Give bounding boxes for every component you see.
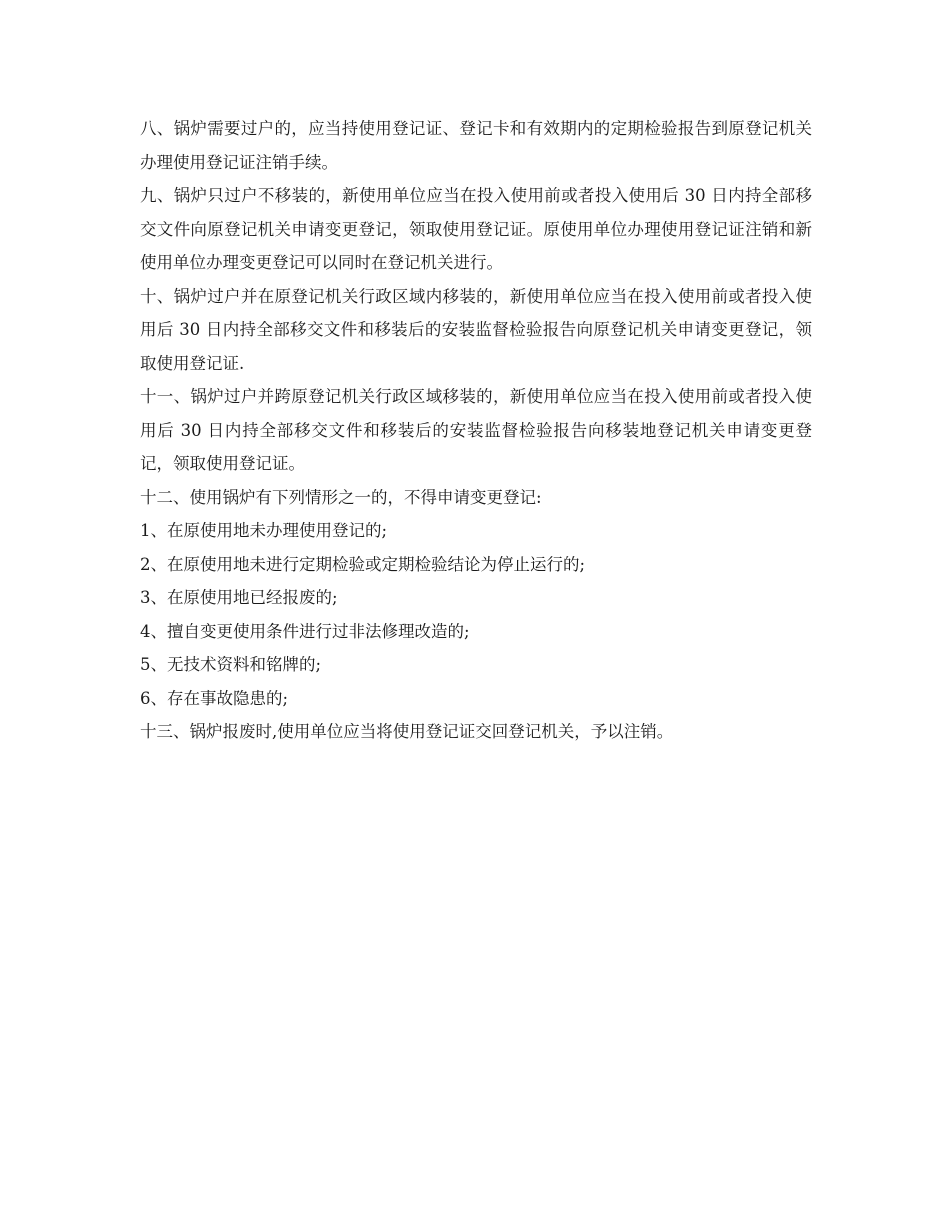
paragraph-8: 八、锅炉需要过户的，应当持使用登记证、登记卡和有效期内的定期检验报告到原登记机关办理使用登记证注销手续。 (140, 119, 812, 172)
paragraph-13: 十三、锅炉报废时,使用单位应当将使用登记证交回登记机关，予以注销。 (140, 722, 674, 741)
list-item-2: 2、在原使用地未进行定期检验或定期检验结论为停止运行的; (140, 554, 586, 574)
paragraph-9: 九、锅炉只过户不移装的，新使用单位应当在投入使用前或者投入使用后 30 日内持全部移交文件向原登记机关申请变更登记，领取使用登记证。原使用单位办理使用登记证注销和新使用单位办理变更登记可以同时在登记机关进行。 (140, 186, 812, 272)
paragraph-10: 十、锅炉过户并在原登记机关行政区域内移装的，新使用单位应当在投入使用前或者投入使用后 30 日内持全部移交文件和移装后的安装监督检验报告向原登记机关申请变更登记，领取使用登记证. (140, 286, 812, 373)
list-item-3: 3、在原使用地已经报废的; (140, 588, 338, 607)
list-item-6: 6、存在事故隐患的; (140, 688, 289, 708)
list-item-5: 5、无技术资料和铭牌的; (140, 655, 322, 674)
paragraph-11: 十一、锅炉过户并跨原登记机关行政区域移装的，新使用单位应当在投入使用前或者投入使用后 30 日内持全部移交文件和移装后的安装监督检验报告向移装地登记机关申请变更登记，领取使用登记证。 (140, 387, 812, 473)
list-item-1: 1、在原使用地未办理使用登记的; (140, 521, 388, 540)
paragraph-12: 十二、使用锅炉有下列情形之一的，不得申请变更登记: (140, 487, 542, 507)
list-item-4: 4、擅自变更使用条件进行过非法修理改造的; (140, 621, 470, 641)
document-body (140, 112, 812, 749)
